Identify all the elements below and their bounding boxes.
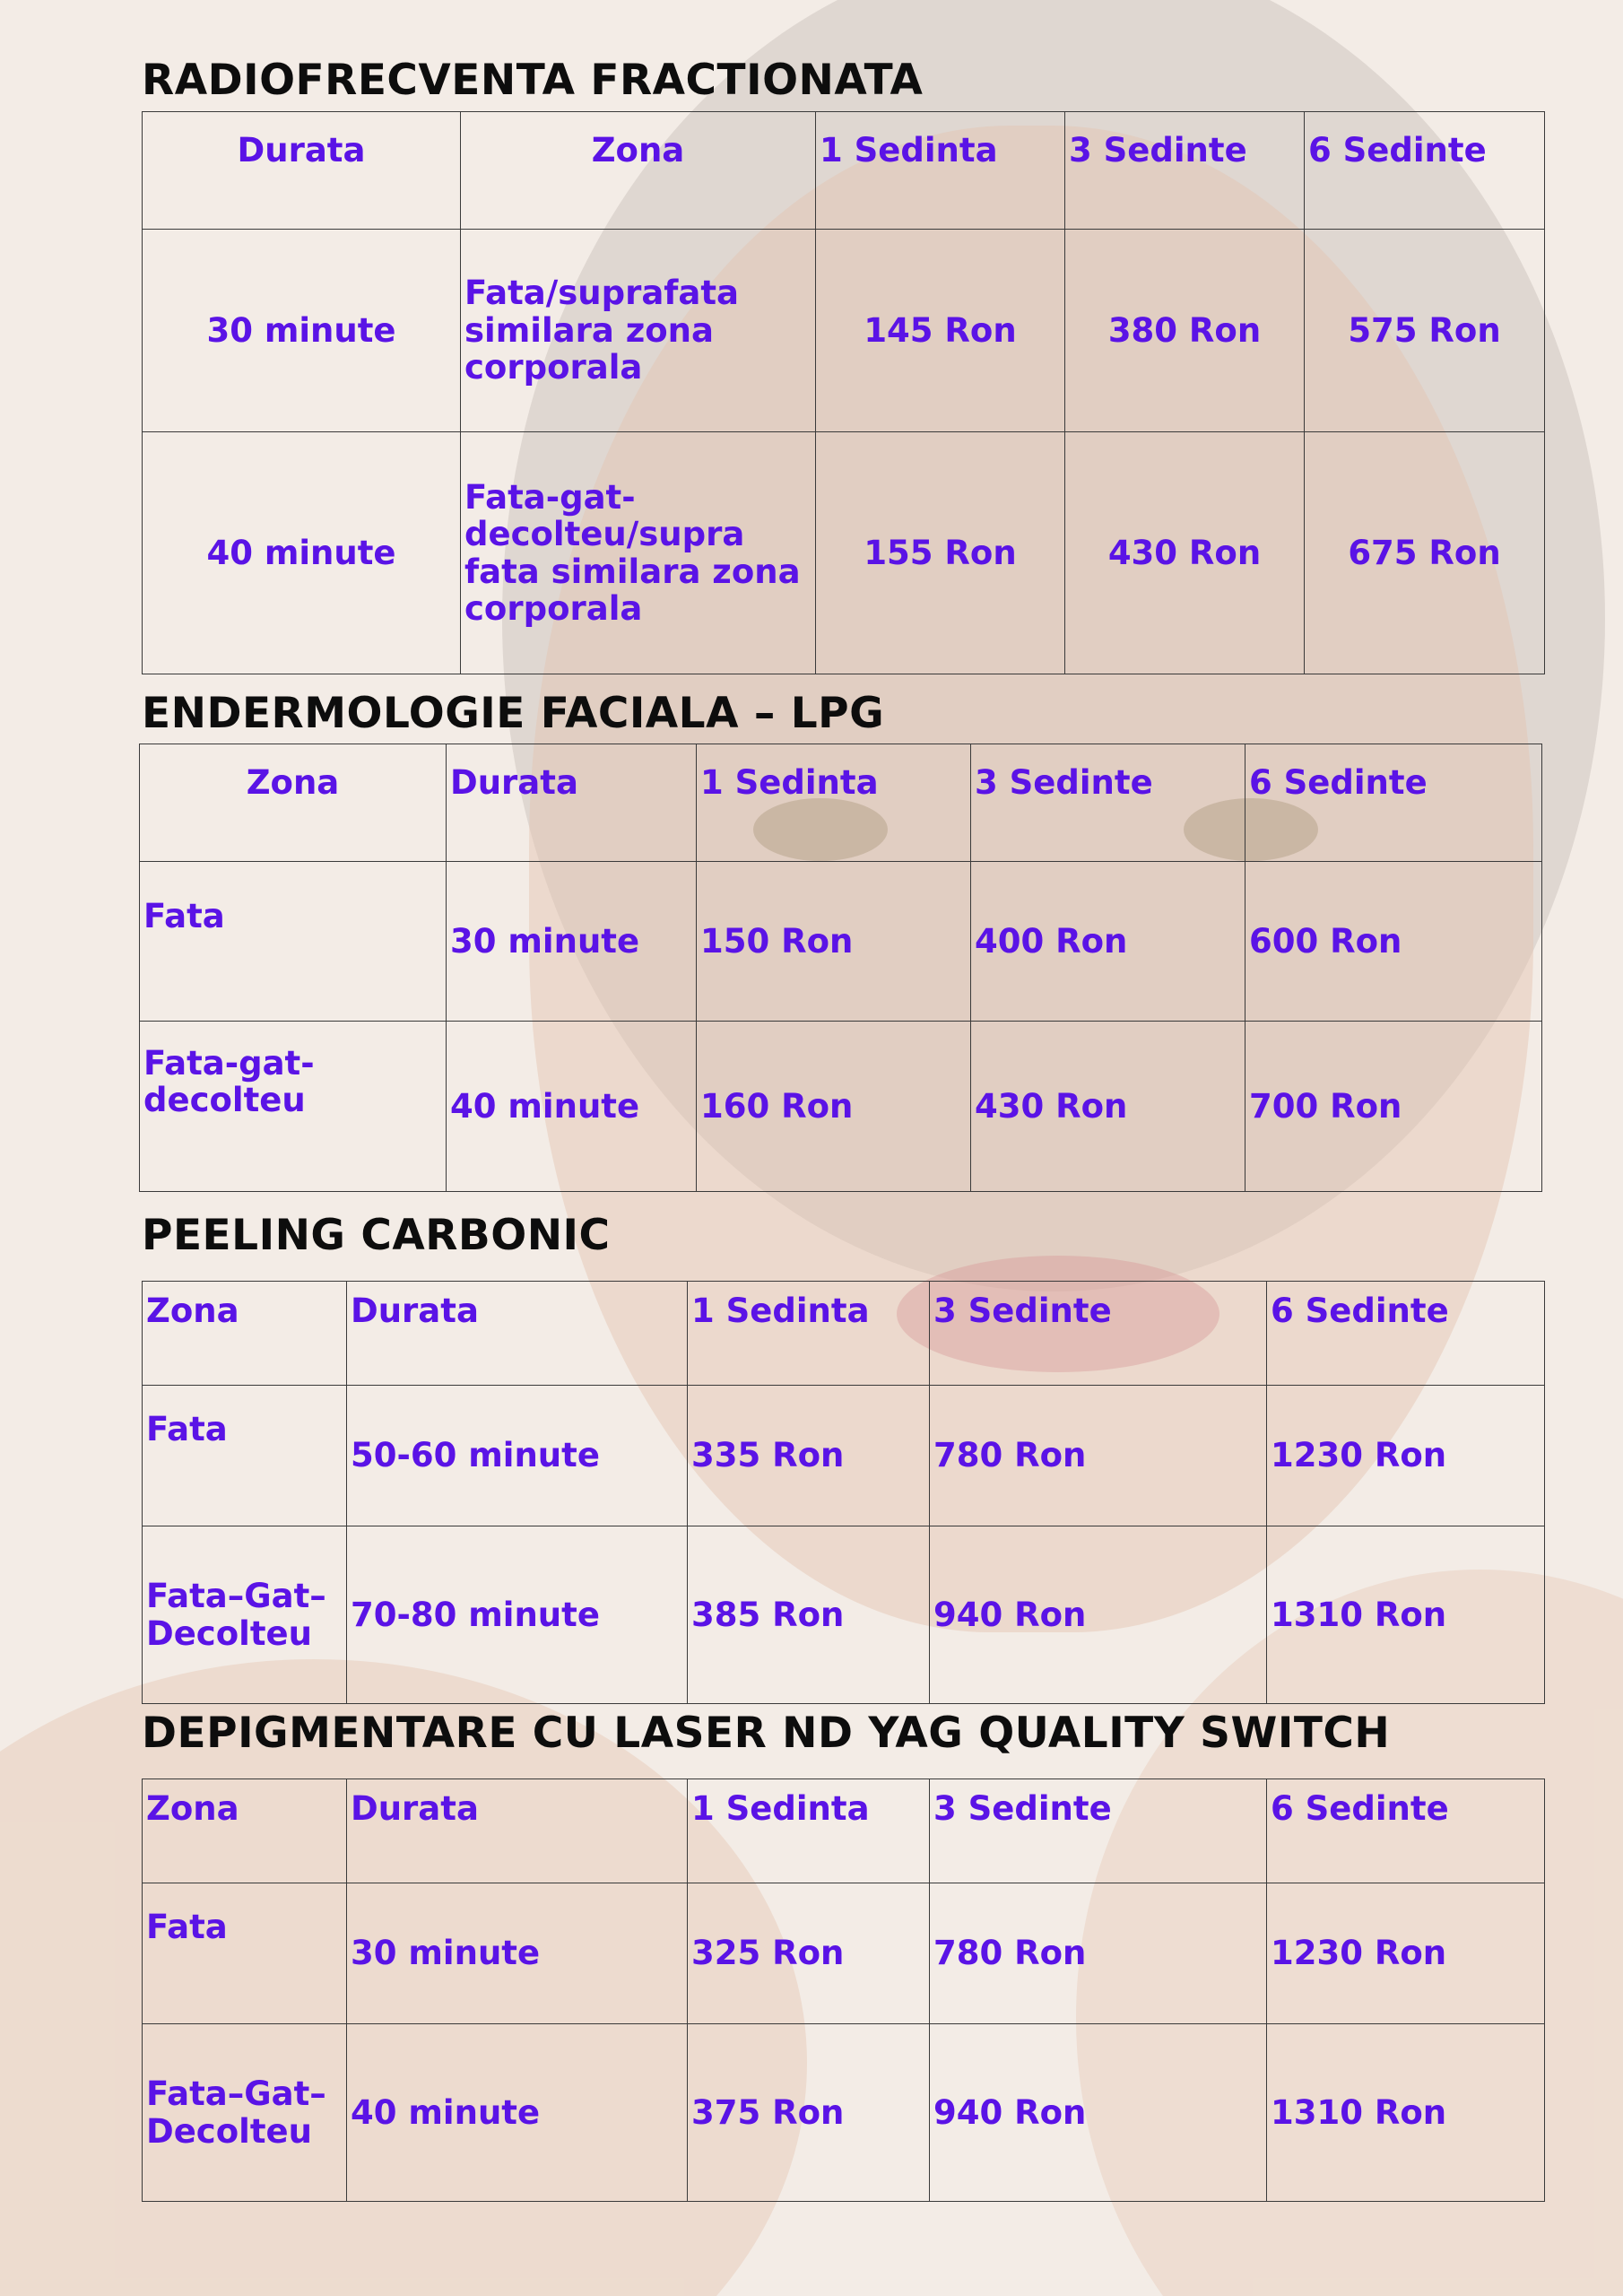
- header-zona: Zona: [143, 1282, 347, 1386]
- cell-zona: Fata: [143, 1883, 347, 2024]
- cell-price-3: 400 Ron: [971, 862, 1245, 1022]
- table-row: [143, 2024, 1545, 2202]
- cell-price-1: 160 Ron: [697, 1022, 971, 1192]
- header-durata: Durata: [447, 744, 697, 862]
- cell-zona: Fata-gat-decolteu/supra fata similara zona corporala: [461, 432, 816, 674]
- cell-price-3: 430 Ron: [1065, 432, 1305, 674]
- section-title-endermologie: ENDERMOLOGIE FACIALA – LPG: [142, 689, 885, 738]
- header-zona: Zona: [461, 112, 816, 230]
- header-3-sedinte: 3 Sedinte: [930, 1282, 1267, 1386]
- table-peeling-carbonic: [142, 1281, 1545, 1704]
- cell-price-1: 155 Ron: [816, 432, 1065, 674]
- cell-price-3: 780 Ron: [930, 1386, 1267, 1526]
- table-row: [143, 1883, 1545, 2024]
- cell-zona: Fata–Gat–Decolteu: [143, 2024, 347, 2202]
- cell-price-6: 675 Ron: [1305, 432, 1545, 674]
- cell-durata: 40 minute: [447, 1022, 697, 1192]
- cell-price-6: 575 Ron: [1305, 230, 1545, 432]
- header-durata: Durata: [347, 1282, 688, 1386]
- cell-price-1: 150 Ron: [697, 862, 971, 1022]
- cell-price-3: 940 Ron: [930, 1526, 1267, 1704]
- header-3-sedinte: 3 Sedinte: [971, 744, 1245, 862]
- table-header-row: [143, 112, 1545, 230]
- cell-zona: Fata–Gat–Decolteu: [143, 1526, 347, 1704]
- table-row: [143, 230, 1545, 432]
- cell-price-1: 145 Ron: [816, 230, 1065, 432]
- header-6-sedinte: 6 Sedinte: [1267, 1282, 1545, 1386]
- table-depigmentare: [142, 1779, 1545, 2202]
- header-1-sedinta: 1 Sedinta: [816, 112, 1065, 230]
- table-row: [143, 1386, 1545, 1526]
- header-durata: Durata: [143, 112, 461, 230]
- section-title-peeling-carbonic: PEELING CARBONIC: [142, 1211, 611, 1260]
- cell-durata: 30 minute: [347, 1883, 688, 2024]
- table-row: [143, 1526, 1545, 1704]
- cell-price-6: 1230 Ron: [1267, 1883, 1545, 2024]
- header-6-sedinte: 6 Sedinte: [1245, 744, 1542, 862]
- cell-price-6: 1310 Ron: [1267, 1526, 1545, 1704]
- header-1-sedinta: 1 Sedinta: [688, 1779, 930, 1883]
- cell-durata: 70-80 minute: [347, 1526, 688, 1704]
- table-header-row: [140, 744, 1542, 862]
- header-6-sedinte: 6 Sedinte: [1267, 1779, 1545, 1883]
- cell-price-1: 325 Ron: [688, 1883, 930, 2024]
- cell-price-6: 600 Ron: [1245, 862, 1542, 1022]
- cell-price-1: 335 Ron: [688, 1386, 930, 1526]
- header-durata: Durata: [347, 1779, 688, 1883]
- cell-durata: 30 minute: [447, 862, 697, 1022]
- header-zona: Zona: [143, 1779, 347, 1883]
- cell-zona: Fata: [143, 1386, 347, 1526]
- cell-zona: Fata: [140, 862, 447, 1022]
- table-row: [140, 1022, 1542, 1192]
- cell-zona: Fata/suprafata similara zona corporala: [461, 230, 816, 432]
- section-title-depigmentare: DEPIGMENTARE CU LASER ND YAG QUALITY SWITCH: [142, 1709, 1391, 1758]
- cell-price-6: 1230 Ron: [1267, 1386, 1545, 1526]
- cell-price-3: 380 Ron: [1065, 230, 1305, 432]
- cell-price-1: 385 Ron: [688, 1526, 930, 1704]
- cell-durata: 40 minute: [143, 432, 461, 674]
- section-title-radiofrecventa: RADIOFRECVENTA FRACTIONATA: [142, 56, 924, 105]
- cell-price-6: 1310 Ron: [1267, 2024, 1545, 2202]
- header-1-sedinta: 1 Sedinta: [697, 744, 971, 862]
- cell-durata: 50-60 minute: [347, 1386, 688, 1526]
- cell-durata: 30 minute: [143, 230, 461, 432]
- cell-price-6: 700 Ron: [1245, 1022, 1542, 1192]
- cell-price-3: 430 Ron: [971, 1022, 1245, 1192]
- header-6-sedinte: 6 Sedinte: [1305, 112, 1545, 230]
- header-1-sedinta: 1 Sedinta: [688, 1282, 930, 1386]
- cell-durata: 40 minute: [347, 2024, 688, 2202]
- cell-price-1: 375 Ron: [688, 2024, 930, 2202]
- header-zona: Zona: [140, 744, 447, 862]
- cell-price-3: 940 Ron: [930, 2024, 1267, 2202]
- table-header-row: [143, 1779, 1545, 1883]
- cell-zona: Fata-gat-decolteu: [140, 1022, 447, 1192]
- table-row: [143, 432, 1545, 674]
- header-3-sedinte: 3 Sedinte: [930, 1779, 1267, 1883]
- table-radiofrecventa: [142, 111, 1545, 674]
- table-endermologie: [139, 744, 1542, 1192]
- table-header-row: [143, 1282, 1545, 1386]
- header-3-sedinte: 3 Sedinte: [1065, 112, 1305, 230]
- table-row: [140, 862, 1542, 1022]
- cell-price-3: 780 Ron: [930, 1883, 1267, 2024]
